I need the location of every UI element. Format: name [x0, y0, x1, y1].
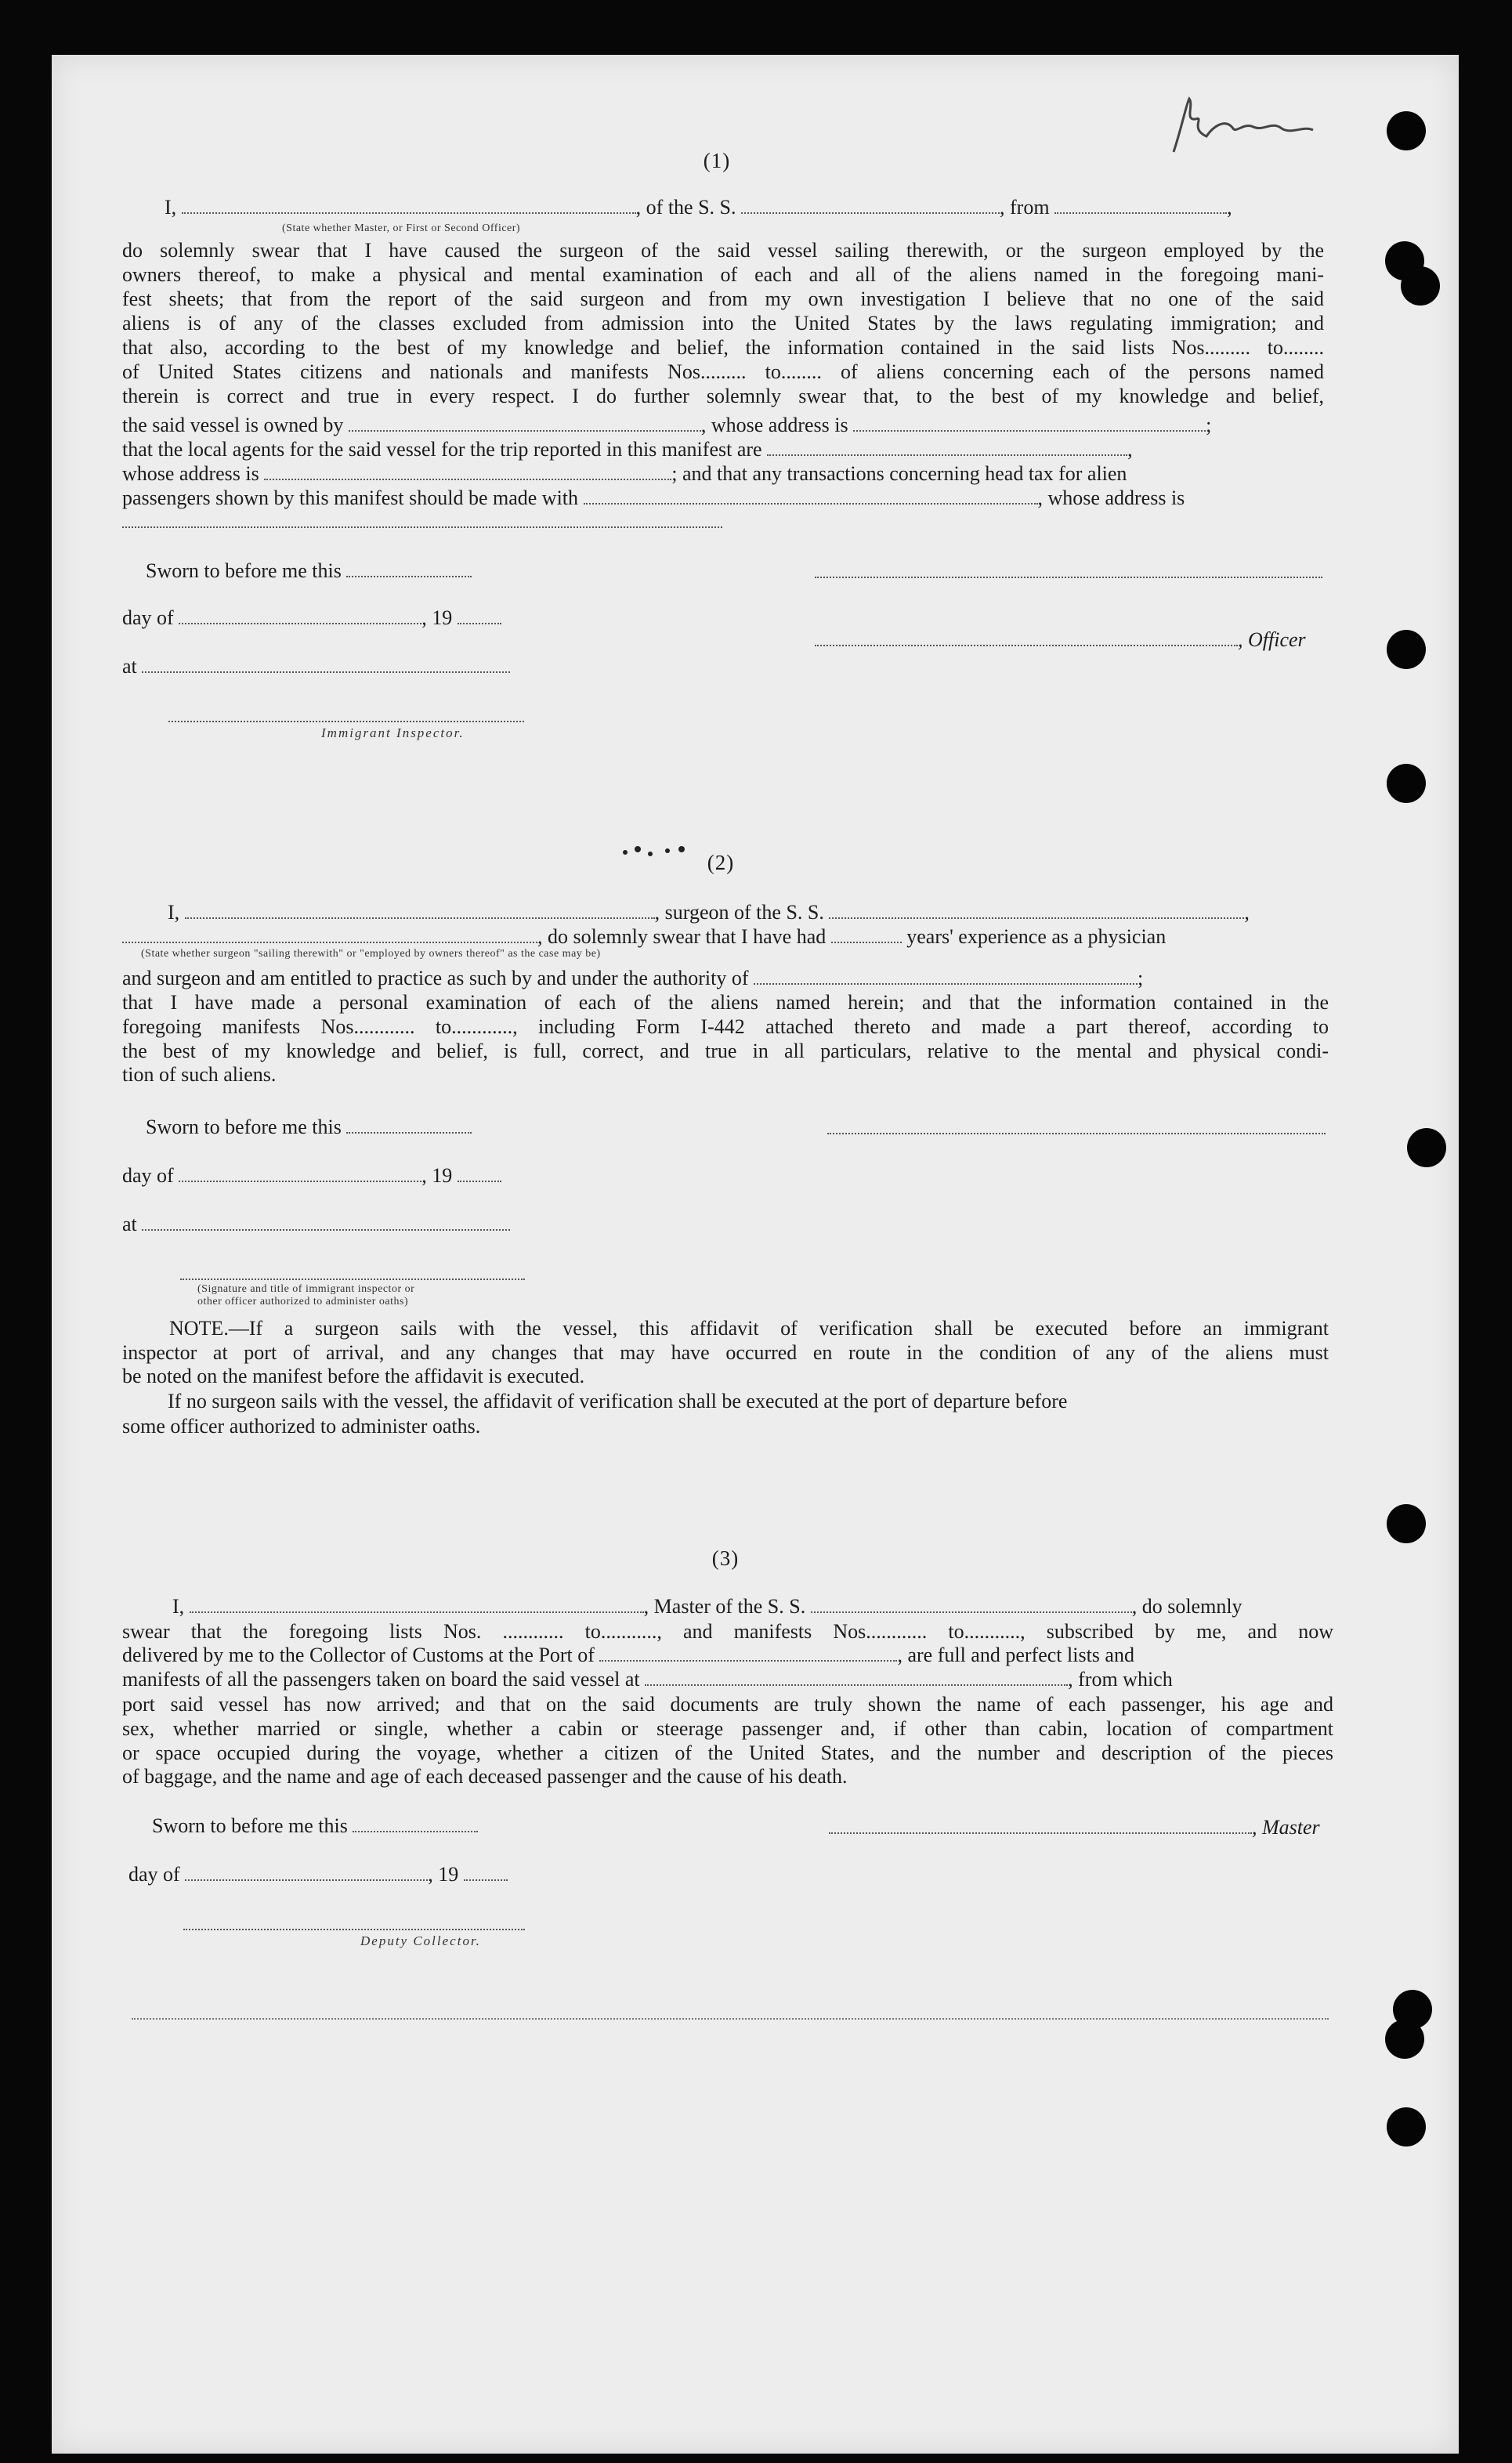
- note-paragraph: [122, 1316, 1329, 1388]
- section3-line1: [172, 1595, 1243, 1618]
- section3-paragraph: [122, 1692, 1333, 1788]
- at-label: at: [122, 655, 137, 678]
- comma: ,: [1244, 901, 1250, 924]
- sworn-line: [152, 1814, 478, 1838]
- agents-blank[interactable]: [767, 439, 1127, 456]
- sworn-label: Sworn to before me this: [152, 1814, 348, 1837]
- day-of-label: day of: [128, 1863, 180, 1886]
- place-blank[interactable]: [142, 656, 510, 673]
- inspector-signature-blank[interactable]: [168, 721, 524, 722]
- surgeon-of-label: , surgeon of the S. S.: [654, 901, 824, 924]
- para-line: owners thereof, to make a physical and mental examination of each and all of the aliens named in the foregoing mani-: [122, 263, 1324, 286]
- from-label: , from: [1000, 196, 1050, 219]
- owned-by-line: [122, 414, 1211, 437]
- para-line: aliens is of any of the classes excluded from admission into the United States by the laws regulating immigration; and: [122, 312, 1324, 335]
- do-solemnly-label: , do solemnly swear that I have had: [537, 925, 827, 948]
- officer-signature-blank[interactable]: [815, 577, 1322, 578]
- month-blank[interactable]: [185, 1864, 428, 1881]
- para-line: or space occupied during the voyage, whether a citizen of the United States, and the number and description of the pieces: [122, 1741, 1333, 1764]
- whose-address-label: whose address is: [122, 462, 259, 485]
- surgeon-name-blank[interactable]: [185, 902, 655, 919]
- year-blank[interactable]: [458, 1165, 501, 1182]
- para-line: that also, according to the best of my knowledge and belief, the information contained in the said lists Nos......... to........: [122, 336, 1324, 359]
- section2-line1: [168, 901, 1250, 924]
- ship-name-blank[interactable]: [741, 197, 1000, 214]
- day-of-line: [122, 1164, 501, 1188]
- para-last-line: tion of such aliens.: [122, 1063, 277, 1086]
- port-blank[interactable]: [599, 1644, 897, 1662]
- binder-hole: [1385, 2020, 1424, 2059]
- semicolon: ;: [1206, 414, 1212, 436]
- whose-address-line: [122, 462, 1127, 486]
- sworn-date-blank[interactable]: [346, 560, 472, 577]
- para-line: do solemnly swear that I have caused the surgeon of the said vessel sailing therewith, or the surgeon employed by the: [122, 239, 1324, 262]
- manifests-label: manifests of all the passengers taken on board the said vessel at: [122, 1668, 640, 1691]
- authority-blank[interactable]: [754, 967, 1138, 985]
- whose-address-end: , whose address is: [1037, 486, 1185, 509]
- binder-hole: [1387, 1504, 1426, 1543]
- section1-paragraph: [122, 238, 1324, 408]
- at-label: at: [122, 1213, 137, 1235]
- binder-hole: [1401, 266, 1440, 306]
- page-bottom-rule: [132, 2018, 1329, 2020]
- master-name-blank[interactable]: [190, 1596, 644, 1613]
- swear-line: swear that the foregoing lists Nos. ............ to..........., and manifests Nos............ to..........., subscribed by me, and now: [122, 1620, 1333, 1643]
- para-last-line: of baggage, and the name and age of each deceased passenger and the cause of his death.: [122, 1765, 848, 1788]
- head-tax-agent-blank[interactable]: [584, 487, 1038, 505]
- officer-line: [815, 628, 1306, 652]
- binder-hole: [1387, 111, 1426, 150]
- collector-label: Deputy Collector.: [360, 1933, 481, 1948]
- passengers-label: passengers shown by this manifest should be made with: [122, 486, 579, 509]
- years-label: years' experience as a physician: [906, 925, 1167, 948]
- sworn-line: [146, 1116, 472, 1139]
- passengers-line: [122, 486, 1185, 510]
- surgeon-type-blank[interactable]: [122, 926, 537, 943]
- owner-address-blank[interactable]: [853, 414, 1206, 432]
- binder-hole: [1387, 630, 1426, 669]
- day-of-line: [122, 606, 501, 630]
- year-label: , 19: [421, 1164, 453, 1187]
- year-blank[interactable]: [464, 1864, 508, 1881]
- master-of-label: , Master of the S. S.: [643, 1595, 806, 1618]
- semicolon: ;: [1138, 967, 1144, 989]
- officer-blank[interactable]: [815, 629, 1238, 646]
- sworn-line: [146, 559, 472, 583]
- section2-paragraph: [122, 990, 1329, 1087]
- officer-signature-blank[interactable]: [180, 1279, 525, 1280]
- note2-line: If no surgeon sails with the vessel, the affidavit of verification shall be executed at the port of departure before: [168, 1390, 1068, 1412]
- para-line: that I have made a personal examination of each of the aliens named herein; and that the information contained in the: [122, 991, 1329, 1014]
- para-line: therein is correct and true in every respect. I do further solemnly swear that, to the best of my knowledge and belief,: [122, 385, 1324, 407]
- para-line: foregoing manifests Nos............ to............, including Form I-442 attached thereto and made a part thereof, according to: [122, 1015, 1329, 1038]
- place-blank[interactable]: [142, 1213, 510, 1231]
- binder-hole: [1387, 764, 1426, 803]
- from-which-label: , from which: [1068, 1668, 1173, 1691]
- local-agents-label: that the local agents for the said vessel for the trip reported in this manifest are: [122, 438, 762, 461]
- oath-i: I,: [168, 901, 180, 924]
- para-line: of United States citizens and nationals and manifests Nos......... to........ of aliens concerning each of the persons named: [122, 360, 1324, 383]
- master-signature-blank[interactable]: [829, 1817, 1252, 1834]
- para-line: sex, whether married or single, whether a cabin or steerage passenger and, if other than cabin, location of compartment: [122, 1717, 1333, 1740]
- day-of-line: [128, 1863, 508, 1886]
- master-signature-line: [829, 1816, 1320, 1839]
- section-number: (2): [707, 851, 735, 874]
- do-solemnly-label: , do solemnly: [1131, 1595, 1243, 1618]
- ship-name-blank[interactable]: [811, 1596, 1132, 1613]
- section-number: (1): [703, 149, 731, 172]
- embark-port-blank[interactable]: [645, 1669, 1068, 1686]
- year-label: , 19: [428, 1863, 459, 1886]
- from-port-blank[interactable]: [1054, 197, 1227, 214]
- day-of-label: day of: [122, 606, 174, 629]
- note2-line: some officer authorized to administer oaths.: [122, 1415, 481, 1438]
- master-label: , Master: [1252, 1816, 1320, 1839]
- sworn-label: Sworn to before me this: [146, 559, 342, 582]
- signature-note: other officer authorized to administer oaths): [197, 1296, 409, 1307]
- note-last-line: be noted on the manifest before the affidavit is executed.: [122, 1365, 585, 1387]
- authority-label: and surgeon and am entitled to practice as such by and under the authority of: [122, 967, 749, 989]
- note-line: inspector at port of arrival, and any changes that may have occurred en route in the condition of any of the aliens must: [122, 1341, 1329, 1364]
- local-agents-line: that the local agents for the said vessel for the trip reported in this manifest are ,: [122, 438, 1133, 461]
- delivered-line: [122, 1644, 1134, 1667]
- para-line: the best of my knowledge and belief, is full, correct, and true in all particulars, relative to the mental and physical condi-: [122, 1040, 1329, 1062]
- head-tax-label: ; and that any transactions concerning head tax for alien: [671, 462, 1127, 485]
- binder-hole: [1387, 2107, 1426, 2147]
- full-lists-label: , are full and perfect lists and: [897, 1644, 1134, 1666]
- inspector-label: Immigrant Inspector.: [321, 725, 465, 740]
- handwritten-signature: [1158, 81, 1354, 168]
- section-number: (3): [711, 1546, 740, 1570]
- para-line: port said vessel has now arrived; and that on the said documents are truly shown the name of each passenger, his age and: [122, 1693, 1333, 1716]
- oath-i: I,: [165, 196, 177, 219]
- oath-i: I,: [172, 1595, 185, 1618]
- section2-line2: [122, 925, 1166, 949]
- at-line: [122, 1213, 510, 1236]
- authority-line: [122, 967, 1143, 990]
- surgeon-signature-blank[interactable]: [827, 1133, 1326, 1134]
- field-note: (State whether Master, or First or Second Officer): [282, 222, 521, 234]
- ship-name-blank[interactable]: [829, 902, 1244, 919]
- name-blank[interactable]: [182, 197, 636, 214]
- month-blank[interactable]: [179, 1165, 421, 1182]
- years-blank[interactable]: [831, 926, 902, 943]
- note-line: NOTE.—If a surgeon sails with the vessel, this affidavit of verification shall be executed before an immigrant: [169, 1317, 1329, 1340]
- year-blank[interactable]: [458, 607, 501, 624]
- field-note: (State whether surgeon "sailing therewith" or "employed by owners thereof" as the case may be): [141, 948, 601, 960]
- sworn-label: Sworn to before me this: [146, 1116, 342, 1138]
- of-ss-label: , of the S. S.: [635, 196, 736, 219]
- month-blank[interactable]: [179, 607, 421, 624]
- sworn-date-blank[interactable]: [353, 1815, 478, 1832]
- delivered-label: delivered by me to the Collector of Customs at the Port of: [122, 1644, 595, 1666]
- year-label: , 19: [421, 606, 453, 629]
- manifests-line: [122, 1668, 1173, 1691]
- para-line: fest sheets; that from the report of the said surgeon and from my own investigation I believe that no one of the said: [122, 288, 1324, 310]
- signature-note: (Signature and title of immigrant inspector or: [197, 1283, 415, 1295]
- address-continuation-blank[interactable]: [122, 526, 722, 528]
- section1-line1: [165, 196, 1232, 219]
- day-of-label: day of: [122, 1164, 174, 1187]
- sworn-date-blank[interactable]: [346, 1116, 472, 1134]
- binder-hole: [1407, 1128, 1446, 1167]
- officer-label: , Officer: [1238, 628, 1306, 651]
- owned-by-label: the said vessel is owned by: [122, 414, 344, 436]
- at-line: [122, 655, 510, 678]
- owner-blank[interactable]: [349, 414, 701, 432]
- collector-signature-blank[interactable]: [183, 1929, 525, 1930]
- whose-address-label: , whose address is: [700, 414, 848, 436]
- agents-address-blank[interactable]: [264, 463, 671, 480]
- comma: ,: [1227, 196, 1232, 219]
